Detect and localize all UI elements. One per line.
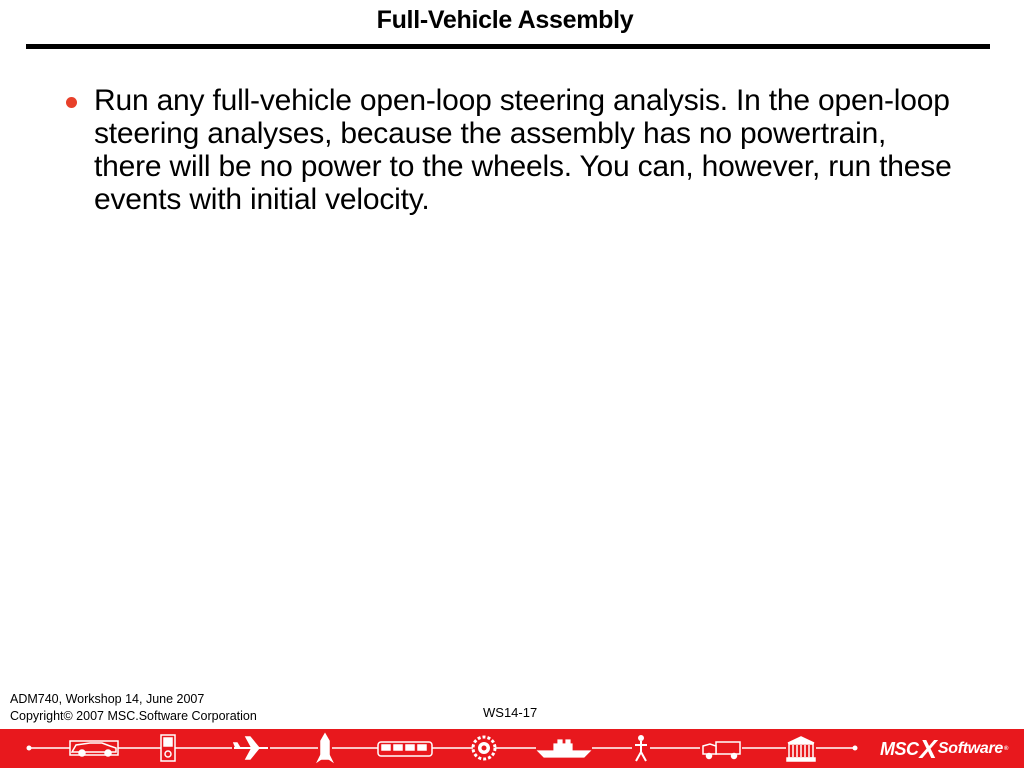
car-icon (70, 741, 118, 756)
footer-info (10, 691, 257, 725)
industry-icons-strip (0, 729, 1024, 768)
logo-software-text: Software (937, 740, 1004, 757)
bullet-list (66, 84, 956, 216)
timeline-start-dot (27, 746, 32, 751)
airplane-icon (232, 737, 270, 759)
bullet-item (66, 84, 956, 216)
ship-icon (536, 739, 592, 759)
phone-icon (161, 735, 175, 761)
footer-course-line: ADM740, Workshop 14, June 2007 (10, 692, 205, 706)
gear-icon (473, 737, 495, 759)
msc-software-logo (880, 736, 1008, 762)
footer-band (0, 729, 1024, 768)
logo-msc-text: MSC (880, 738, 919, 759)
bullet-dot-icon (66, 97, 77, 108)
person-icon (632, 734, 650, 763)
timeline-end-dot (853, 746, 858, 751)
building-icon (786, 736, 816, 762)
slide-title: Full-Vehicle Assembly (376, 6, 634, 34)
page-number: WS14-17 (483, 705, 538, 720)
title-rule (26, 44, 990, 49)
logo-x-mark: X (919, 734, 937, 764)
logo-registered-mark: ® (1004, 746, 1009, 752)
train-icon (378, 742, 432, 756)
rocket-icon (318, 734, 332, 763)
footer-copyright-line: Copyright© 2007 MSC.Software Corporation (10, 709, 257, 723)
truck-icon (700, 739, 742, 759)
bullet-text: Run any full-vehicle open-loop steering analysis. In the open-loop steering analyses, because the assembly has no powertrain, there will be no power to the wheels. You can, however, run these events with initial velocity. (94, 84, 952, 216)
